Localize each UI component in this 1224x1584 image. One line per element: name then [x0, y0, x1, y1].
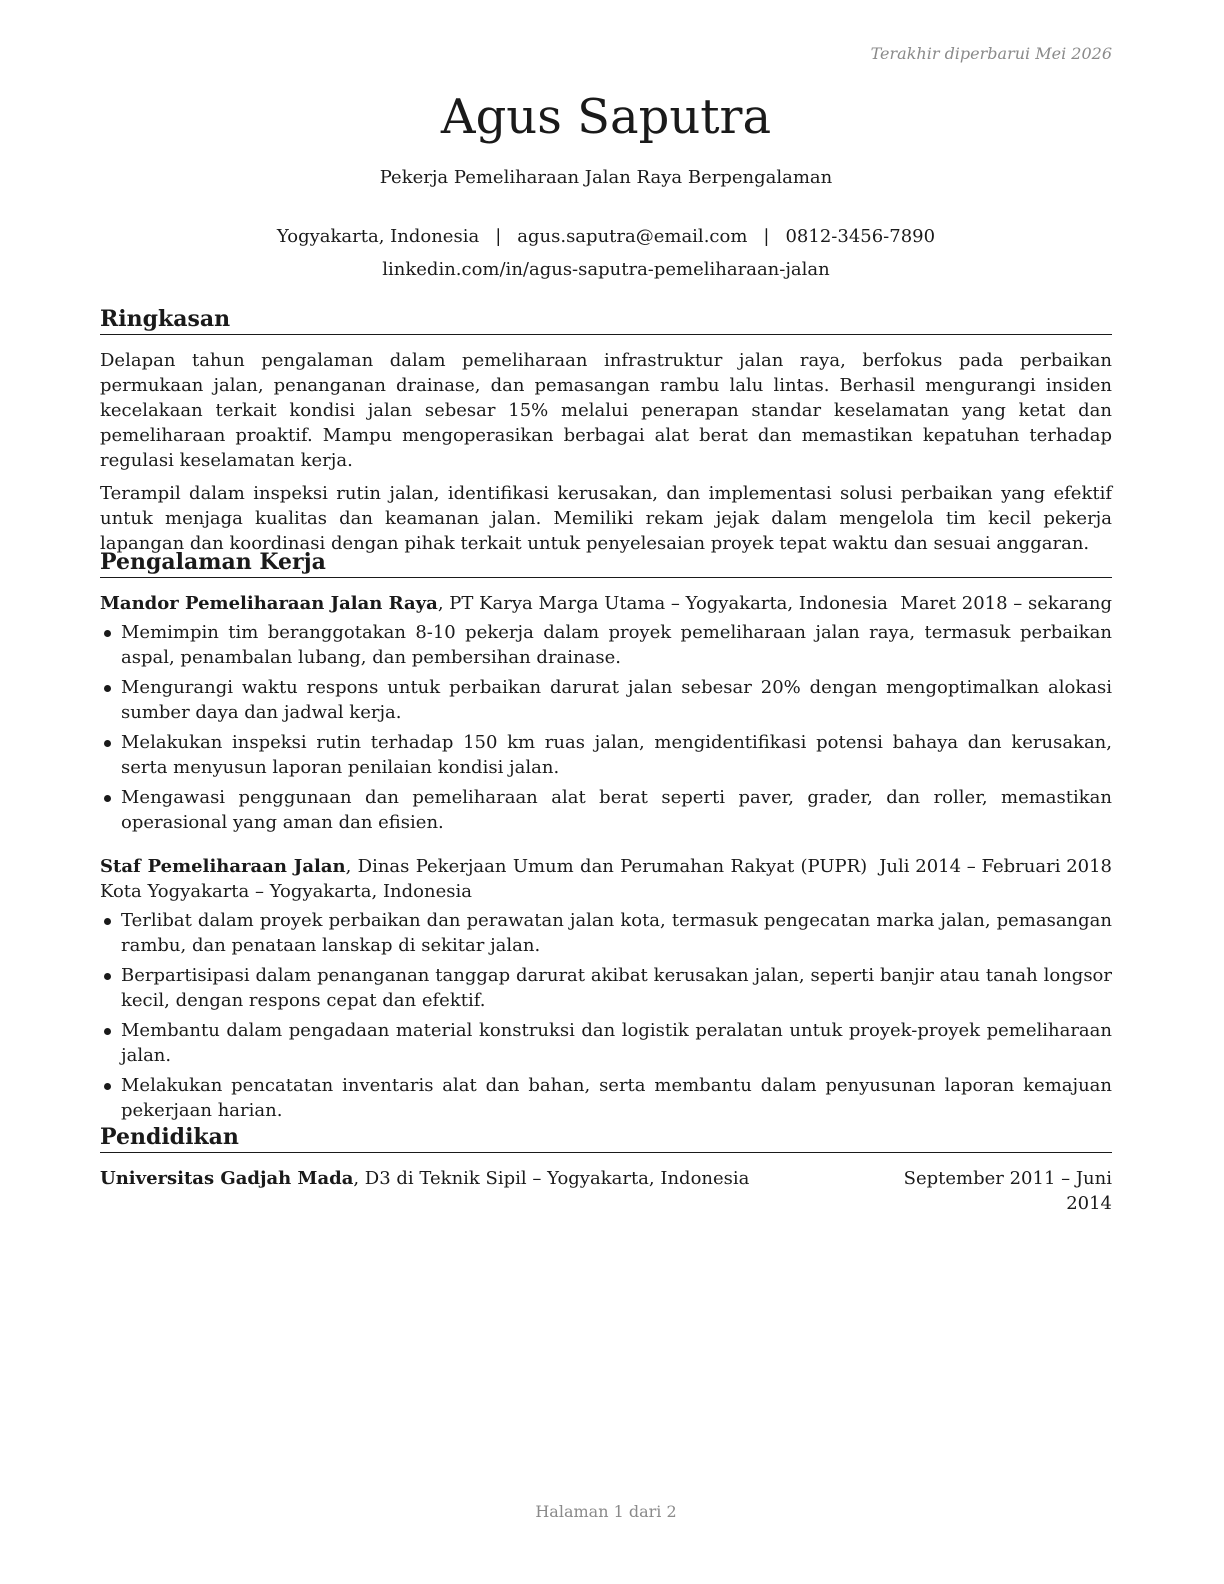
- location-text: Yogyakarta, Indonesia: [276, 226, 480, 247]
- phone-text: 0812-3456-7890: [785, 226, 936, 247]
- job-role: Staf Pemeliharaan Jalan: [100, 856, 346, 877]
- experience-heading: Pengalaman Kerja: [100, 548, 1112, 578]
- experience-section: [100, 548, 1112, 1128]
- email-link[interactable]: agus.saputra@email.com: [517, 226, 748, 247]
- summary-paragraph: Terampil dalam inspeksi rutin jalan, identifikasi kerusakan, dan implementasi solusi perbaikan yang efektif untuk menjaga kualitas dan keamanan jalan. Memiliki rekam jejak dalam mengelola tim kecil pekerja lapangan dan koordinasi dengan pihak terkait untuk penyelesaian proyek tepat waktu dan sesuai anggaran.: [100, 483, 1112, 554]
- education-section: [100, 1123, 1112, 1216]
- education-entry: [100, 1166, 1112, 1216]
- job-entry: [100, 591, 1112, 835]
- candidate-headline: Pekerja Pemeliharaan Jalan Raya Berpengalaman: [379, 167, 833, 188]
- job-header: [100, 591, 1112, 616]
- job-bullet: Mengawasi penggunaan dan pemeliharaan alat berat seperti paver, grader, dan roller, memastikan operasional yang aman dan efisien.: [100, 785, 1112, 835]
- job-organization: , PT Karya Marga Utama – Yogyakarta, Indonesia: [437, 593, 888, 614]
- resume-page: [100, 0, 1112, 1584]
- job-bullet: Melakukan pencatatan inventaris alat dan bahan, serta membantu dalam penyusunan laporan kemajuan pekerjaan harian.: [100, 1073, 1112, 1123]
- contact-separator: |: [495, 226, 502, 247]
- contact-separator: |: [763, 226, 770, 247]
- education-detail: , D3 di Teknik Sipil – Yogyakarta, Indonesia: [353, 1168, 750, 1189]
- education-school: Universitas Gadjah Mada: [100, 1168, 354, 1189]
- job-dates: Maret 2018 – sekarang: [900, 593, 1112, 614]
- job-bullet: Membantu dalam pengadaan material konstruksi dan logistik peralatan untuk proyek-proyek pemeliharaan jalan.: [100, 1018, 1112, 1068]
- job-bullet: Berpartisipasi dalam penanganan tanggap darurat akibat kerusakan jalan, seperti banjir atau tanah longsor kecil, dengan respons cepat dan efektif.: [100, 963, 1112, 1013]
- job-bullet: Memimpin tim beranggotakan 8-10 pekerja dalam proyek pemeliharaan jalan raya, termasuk perbaikan aspal, penambalan lubang, dan pembersihan drainase.: [100, 620, 1112, 670]
- summary-section: [100, 305, 1112, 556]
- summary-paragraph: Delapan tahun pengalaman dalam pemeliharaan infrastruktur jalan raya, berfokus pada perbaikan permukaan jalan, penanganan drainase, dan pemasangan rambu lalu lintas. Berhasil mengurangi insiden kecelakaan terkait kondisi jalan sebesar 15% melalui penerapan standar keselamatan yang ketat dan pemeliharaan proaktif. Mampu mengoperasikan berbagai alat berat dan memastikan kepatuhan terhadap regulasi keselamatan kerja.: [100, 350, 1112, 471]
- last-updated-note: Terakhir diperbarui Mei 2026: [870, 44, 1112, 63]
- job-title-line: [100, 854, 867, 904]
- job-bullet: Terlibat dalam proyek perbaikan dan perawatan jalan kota, termasuk pengecatan marka jalan, pemasangan rambu, dan penataan lanskap di sekitar jalan.: [100, 908, 1112, 958]
- job-header: [100, 854, 1112, 904]
- contact-line: [100, 220, 1112, 253]
- job-bullet-list: [100, 908, 1112, 1123]
- job-entry: [100, 854, 1112, 1123]
- candidate-name: Agus Saputra: [440, 89, 772, 145]
- contact-block: [100, 220, 1112, 286]
- linkedin-link[interactable]: linkedin.com/in/agus-saputra-pemeliharaan-jalan: [382, 259, 830, 280]
- job-bullet-list: [100, 620, 1112, 835]
- education-title-line: [100, 1166, 749, 1216]
- education-heading: Pendidikan: [100, 1123, 1112, 1153]
- job-title-line: [100, 591, 888, 616]
- page-number: Halaman 1 dari 2: [535, 1502, 677, 1521]
- job-dates: Juli 2014 – Februari 2018: [879, 856, 1112, 877]
- summary-heading: Ringkasan: [100, 305, 1112, 335]
- job-bullet: Melakukan inspeksi rutin terhadap 150 km ruas jalan, mengidentifikasi potensi bahaya dan kerusakan, serta menyusun laporan penilaian kondisi jalan.: [100, 730, 1112, 780]
- job-role: Mandor Pemeliharaan Jalan Raya: [100, 593, 438, 614]
- job-bullet: Mengurangi waktu respons untuk perbaikan darurat jalan sebesar 20% dengan mengoptimalkan alokasi sumber daya dan jadwal kerja.: [100, 675, 1112, 725]
- job-organization: , Dinas Pekerjaan Umum dan Perumahan Rakyat (PUPR) Kota Yogyakarta – Yogyakarta, Indonesia: [100, 856, 868, 902]
- education-dates: September 2011 – Juni 2014: [903, 1168, 1112, 1214]
